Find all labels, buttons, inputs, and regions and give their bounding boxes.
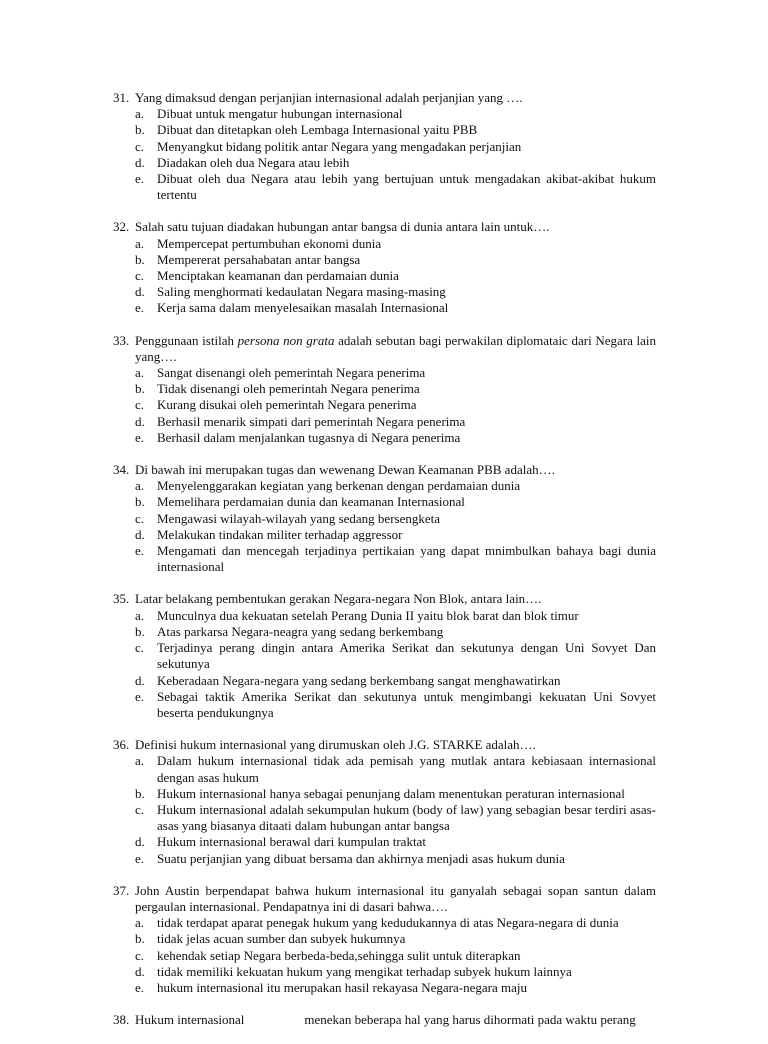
option-text: Berhasil dalam menjalankan tugasnya di Negara penerima xyxy=(157,429,461,445)
option-letter: b. xyxy=(135,381,145,397)
option-letter: d. xyxy=(135,526,145,542)
option-list xyxy=(113,478,656,575)
option-d xyxy=(113,155,656,171)
option-text: Diadakan oleh dua Negara atau lebih xyxy=(157,154,350,170)
option-letter: d. xyxy=(135,834,145,850)
option-text: kehendak setiap Negara berbeda-beda,sehingga sulit untuk diterapkan xyxy=(157,947,521,963)
option-letter: e. xyxy=(135,171,145,187)
option-letter: a. xyxy=(135,753,145,769)
option-text: Tidak disenangi oleh pemerintah Negara penerima xyxy=(157,381,420,397)
option-e xyxy=(113,851,656,867)
option-letter: a. xyxy=(135,235,145,251)
option-letter: a. xyxy=(135,607,145,623)
option-text: Mempercepat pertumbuhan ekonomi dunia xyxy=(157,235,382,251)
option-list xyxy=(113,365,656,446)
option-text: Terjadinya perang dingin antara Amerika Serikat dan sekutunya dengan Uni Sovyet Dan sekutunya xyxy=(157,640,656,672)
option-text: Kurang disukai oleh pemerintah Negara penerima xyxy=(157,397,417,413)
option-a xyxy=(113,365,656,381)
option-a xyxy=(113,608,656,624)
option-list xyxy=(113,236,656,317)
stem-text-after: adalah sebutan bagi perwakilan diplomataic dari Negara lain yang…. xyxy=(135,332,656,364)
option-text: Munculnya dua kekuatan setelah Perang Dunia II yaitu blok barat dan blok timur xyxy=(157,607,579,623)
option-e xyxy=(113,430,656,446)
option-d xyxy=(113,527,656,543)
option-d xyxy=(113,673,656,689)
question-text: Di bawah ini merupakan tugas dan wewenang Dewan Keamanan PBB adalah…. xyxy=(135,462,555,478)
option-letter: c. xyxy=(135,268,145,284)
question-34 xyxy=(113,462,656,575)
option-letter: d. xyxy=(135,672,145,688)
option-letter: b. xyxy=(135,785,145,801)
question-32 xyxy=(113,219,656,316)
option-letter: e. xyxy=(135,429,145,445)
option-a xyxy=(113,236,656,252)
option-letter: c. xyxy=(135,510,145,526)
question-31 xyxy=(113,90,656,203)
option-letter: b. xyxy=(135,251,145,267)
question-text: John Austin berpendapat bahwa hukum internasional itu ganyalah sebagai sopan santun dalam pergaulan internasional. Pendapatnya ini di dasari bahwa…. xyxy=(135,882,656,914)
option-c xyxy=(113,948,656,964)
option-text: Berhasil menarik simpati dari pemerintah Negara penerima xyxy=(157,413,466,429)
option-b xyxy=(113,786,656,802)
option-c xyxy=(113,397,656,413)
option-b xyxy=(113,252,656,268)
question-stem xyxy=(113,90,656,106)
option-e xyxy=(113,980,656,996)
option-text: tidak terdapat aparat penegak hukum yang kedudukannya di atas Negara-negara di dunia xyxy=(157,915,619,931)
option-list xyxy=(113,608,656,721)
option-letter: b. xyxy=(135,931,145,947)
option-text: Dibuat untuk mengatur hubungan internasional xyxy=(157,106,403,122)
option-letter: c. xyxy=(135,138,145,154)
option-letter: d. xyxy=(135,963,145,979)
question-text xyxy=(135,333,656,365)
option-text: Kerja sama dalam menyelesaikan masalah Internasional xyxy=(157,300,449,316)
option-letter: d. xyxy=(135,154,145,170)
option-d xyxy=(113,964,656,980)
question-stem xyxy=(113,591,656,607)
option-text: Saling menghormati kedaulatan Negara masing-masing xyxy=(157,284,446,300)
question-text xyxy=(135,1012,656,1028)
option-b xyxy=(113,931,656,947)
option-b xyxy=(113,494,656,510)
option-e xyxy=(113,543,656,575)
option-list xyxy=(113,915,656,996)
option-letter: e. xyxy=(135,850,145,866)
question-stem xyxy=(113,219,656,235)
option-text: Menciptakan keamanan dan perdamaian dunia xyxy=(157,268,399,284)
option-letter: a. xyxy=(135,106,145,122)
option-d xyxy=(113,414,656,430)
option-text: Dibuat dan ditetapkan oleh Lembaga Internasional yaitu PBB xyxy=(157,122,478,138)
option-letter: e. xyxy=(135,300,145,316)
question-number: 37. xyxy=(113,882,130,898)
question-text: Yang dimaksud dengan perjanjian internasional adalah perjanjian yang …. xyxy=(135,90,523,105)
option-letter: a. xyxy=(135,365,145,381)
question-36 xyxy=(113,737,656,867)
option-text: Sebagai taktik Amerika Serikat dan sekutunya untuk mengimbangi kekuatan Uni Sovyet beserta pendukungnya xyxy=(157,688,656,720)
option-letter: c. xyxy=(135,640,145,656)
option-text: Mempererat persahabatan antar bangsa xyxy=(157,251,361,267)
option-letter: b. xyxy=(135,122,145,138)
question-list xyxy=(113,90,656,1044)
option-text: Mengamati dan mencegah terjadinya pertikaian yang dapat mnimbulkan bahaya bagi dunia internasional xyxy=(157,543,656,575)
option-text: Melakukan tindakan militer terhadap aggressor xyxy=(157,526,403,542)
question-number: 34. xyxy=(113,462,130,478)
option-c xyxy=(113,640,656,672)
option-letter: c. xyxy=(135,397,145,413)
option-c xyxy=(113,139,656,155)
option-text: Menyelenggarakan kegiatan yang berkenan dengan perdamaian dunia xyxy=(157,478,521,494)
option-text: Mengawasi wilayah-wilayah yang sedang bersengketa xyxy=(157,510,441,526)
option-a xyxy=(113,753,656,785)
question-33 xyxy=(113,333,656,446)
option-letter: b. xyxy=(135,623,145,639)
option-text: Hukum internasional adalah sekumpulan hukum (body of law) yang sebagian besar terdiri asas-asas yang biasanya ditaati dalam hubungan antar bangsa xyxy=(157,801,656,834)
question-number: 33. xyxy=(113,332,130,348)
option-text: Atas parkarsa Negara-neagra yang sedang berkembang xyxy=(157,623,444,639)
option-letter: c. xyxy=(135,947,145,963)
option-text: Memelihara perdamaian dunia dan keamanan Internasional xyxy=(157,494,465,510)
option-text: Dalam hukum internasional tidak ada pemisah yang mutlak antara kebiasaan internasional dengan asas hukum xyxy=(157,753,656,785)
option-c xyxy=(113,511,656,527)
option-e xyxy=(113,689,656,721)
question-number: 31. xyxy=(113,90,130,105)
option-list xyxy=(113,753,656,866)
option-text: Sangat disenangi oleh pemerintah Negara penerima xyxy=(157,365,426,381)
option-list xyxy=(113,106,656,203)
option-b xyxy=(113,624,656,640)
question-stem xyxy=(113,333,656,365)
option-text: Keberadaan Negara-negara yang sedang berkembang sangat menghawatirkan xyxy=(157,672,561,688)
question-text: Latar belakang pembentukan gerakan Negara-negara Non Blok, antara lain…. xyxy=(135,591,542,607)
option-letter: a. xyxy=(135,915,145,931)
option-text: Suatu perjanjian yang dibuat bersama dan akhirnya menjadi asas hukum dunia xyxy=(157,850,565,866)
question-text: Salah satu tujuan diadakan hubungan antar bangsa di dunia antara lain untuk…. xyxy=(135,219,550,235)
option-letter: e. xyxy=(135,688,145,704)
stem-text-after: menekan beberapa hal yang harus dihormati pada waktu perang xyxy=(304,1012,636,1028)
option-text: hukum internasional itu merupakan hasil rekayasa Negara-negara maju xyxy=(157,979,527,995)
option-letter: e. xyxy=(135,543,145,559)
question-38 xyxy=(113,1012,656,1028)
stem-text-before: Penggunaan istilah xyxy=(135,332,238,348)
option-text: tidak jelas acuan sumber dan subyek hukumnya xyxy=(157,931,406,947)
option-c xyxy=(113,802,656,834)
question-number: 36. xyxy=(113,737,130,753)
option-letter: e. xyxy=(135,979,145,995)
option-text: Hukum internasional berawal dari kumpulan traktat xyxy=(157,834,426,850)
stem-text-before: Hukum internasional xyxy=(135,1012,245,1028)
option-text: tidak memiliki kekuatan hukum yang mengikat terhadap subyek hukum lainnya xyxy=(157,963,572,979)
option-b xyxy=(113,122,656,138)
question-number: 35. xyxy=(113,591,130,607)
option-a xyxy=(113,478,656,494)
option-a xyxy=(113,915,656,931)
option-text: Dibuat oleh dua Negara atau lebih yang bertujuan untuk mengadakan akibat-akibat hukum tertentu xyxy=(157,171,656,203)
question-35 xyxy=(113,591,656,721)
option-letter: d. xyxy=(135,284,145,300)
question-stem xyxy=(113,462,656,478)
option-e xyxy=(113,300,656,316)
option-letter: a. xyxy=(135,478,145,494)
question-text: Definisi hukum internasional yang dirumuskan oleh J.G. STARKE adalah…. xyxy=(135,737,536,753)
option-c xyxy=(113,268,656,284)
option-letter: c. xyxy=(135,801,145,817)
option-e xyxy=(113,171,656,203)
option-d xyxy=(113,284,656,300)
option-b xyxy=(113,381,656,397)
stem-italic-term: persona non grata xyxy=(237,332,335,348)
option-letter: d. xyxy=(135,413,145,429)
option-text: Menyangkut bidang politik antar Negara yang mengadakan perjanjian xyxy=(157,138,522,154)
option-letter: b. xyxy=(135,494,145,510)
question-stem xyxy=(113,737,656,753)
question-stem xyxy=(113,1012,656,1028)
question-stem xyxy=(113,883,656,915)
question-37 xyxy=(113,883,656,996)
question-number: 38. xyxy=(113,1012,130,1028)
option-text: Hukum internasional hanya sebagai penunjang dalam menentukan peraturan internasional xyxy=(157,785,625,801)
option-a xyxy=(113,106,656,122)
question-number: 32. xyxy=(113,219,130,235)
option-d xyxy=(113,834,656,850)
